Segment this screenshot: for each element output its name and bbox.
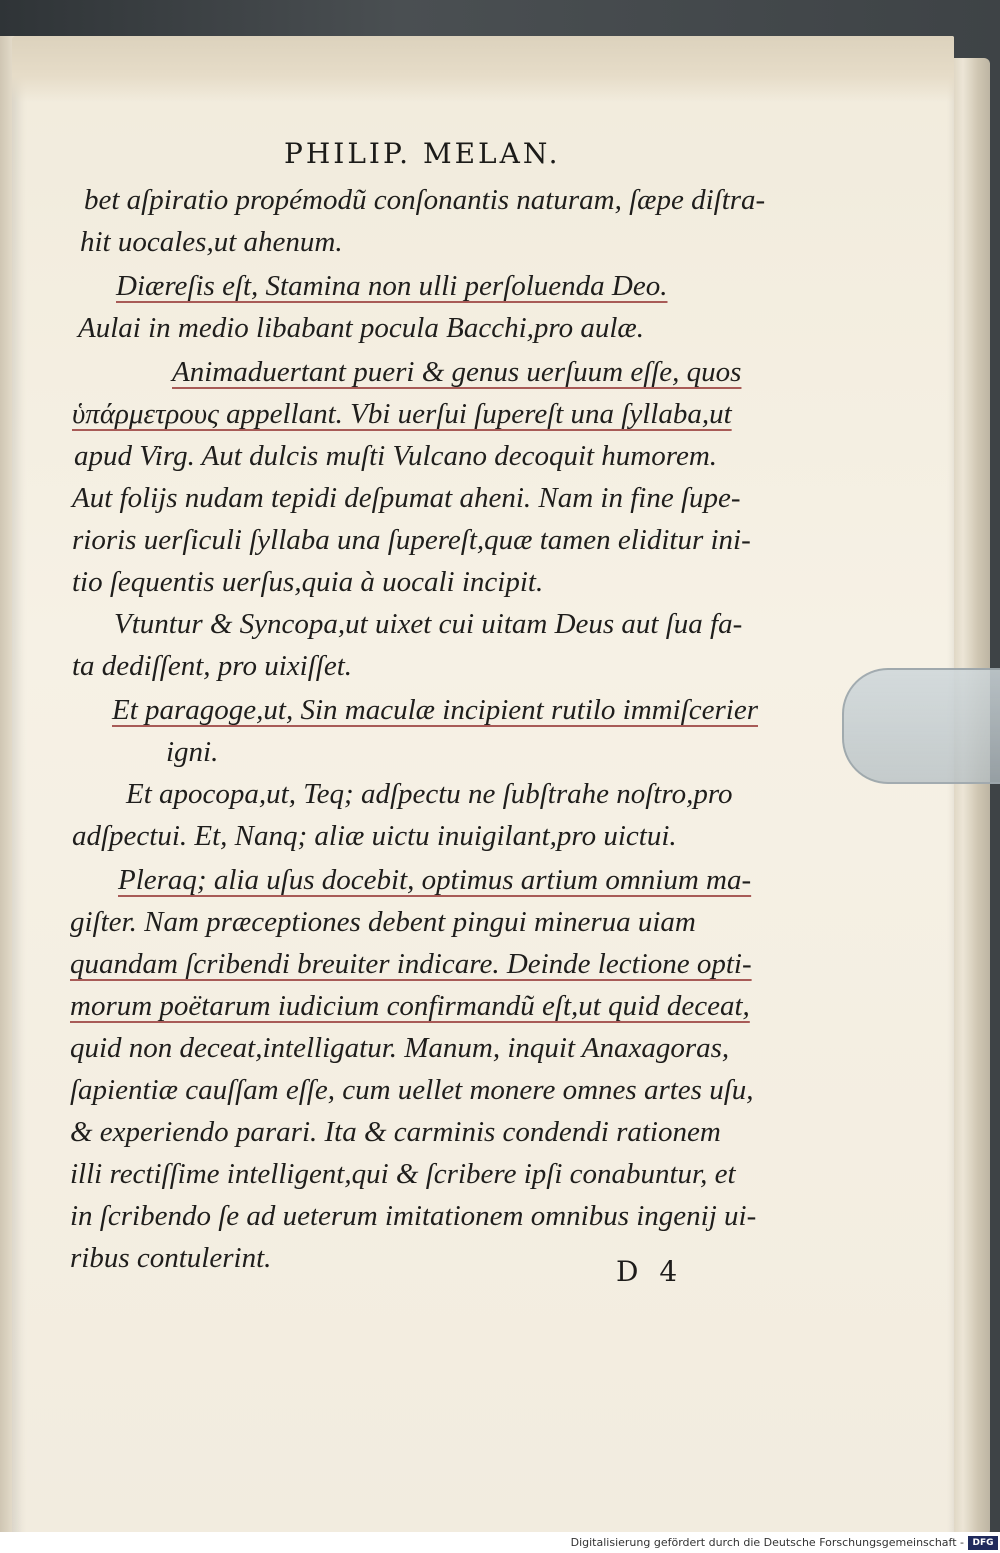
text-line: igni.	[166, 736, 219, 768]
running-title: PHILIP. MELAN.	[284, 137, 561, 170]
text-line: Animaduertant pueri & genus uerſuum eſſe, quos	[172, 356, 742, 388]
text-line: ſapientiæ cauſſam eſſe, cum uellet monere omnes artes uſu,	[70, 1074, 754, 1106]
text-line: bet aſpiratio propémodũ conſonantis naturam, ſæpe diſtra-	[84, 184, 766, 216]
text-line: rioris uerſiculi ſyllaba una ſupereſt,quæ tamen eliditur ini-	[72, 524, 751, 556]
text-line: & experiendo parari. Ita & carminis condendi rationem	[70, 1116, 721, 1148]
text-line: ribus contulerint.	[70, 1242, 272, 1274]
signature-mark: D 4	[616, 1255, 684, 1288]
text-line: Aulai in medio libabant pocula Bacchi,pro aulæ.	[78, 312, 644, 344]
text-line: Et paragoge,ut, Sin maculæ incipient rutilo immiſcerier	[112, 694, 758, 726]
text-line: illi rectiſſime intelligent,qui & ſcribere ipſi conabuntur, et	[70, 1158, 736, 1190]
page-marker-tab	[842, 668, 1000, 784]
text-line: hit uocales,ut ahenum.	[80, 226, 343, 258]
dfg-logo: DFG	[968, 1536, 998, 1550]
text-line: Et apocopa,ut, Teq; adſpectu ne ſubſtrahe noſtro,pro	[126, 778, 733, 810]
text-line: morum poëtarum iudicium confirmandũ eſt,ut quid deceat,	[70, 990, 750, 1022]
text-line: ὑπάρμετρους appellant. Vbi uerſui ſupereſt una ſyllaba,ut	[72, 398, 732, 430]
funding-credit: Digitalisierung gefördert durch die Deutsche Forschungsgemeinschaft -	[570, 1536, 964, 1549]
water-stain	[12, 36, 954, 102]
text-line: Vtuntur & Syncopa,ut uixet cui uitam Deus aut ſua fa-	[114, 608, 743, 640]
text-line: adſpectui. Et, Nanq; aliæ uictu inuigilant,pro uictui.	[72, 820, 677, 852]
text-line: in ſcribendo ſe ad ueterum imitationem omnibus ingenij ui-	[70, 1200, 757, 1232]
text-line: Pleraq; alia uſus docebit, optimus artium omnium ma-	[118, 864, 752, 896]
text-line: Aut folijs nudam tepidi deſpumat aheni. Nam in fine ſupe-	[72, 482, 741, 514]
text-line: giſter. Nam præceptiones debent pingui minerua uiam	[70, 906, 696, 938]
text-line: quandam ſcribendi breuiter indicare. Deinde lectione opti-	[70, 948, 752, 980]
text-line: tio ſequentis uerſus,quia à uocali incipit.	[72, 566, 544, 598]
text-line: apud Virg. Aut dulcis muſti Vulcano decoquit humorem.	[74, 440, 718, 472]
text-line: quid non deceat,intelligatur. Manum, inquit Anaxagoras,	[70, 1032, 730, 1064]
text-line: Diæreſis eſt, Stamina non ulli perſoluenda Deo.	[116, 270, 668, 302]
text-line: ta dediſſent, pro uixiſſet.	[72, 650, 353, 682]
